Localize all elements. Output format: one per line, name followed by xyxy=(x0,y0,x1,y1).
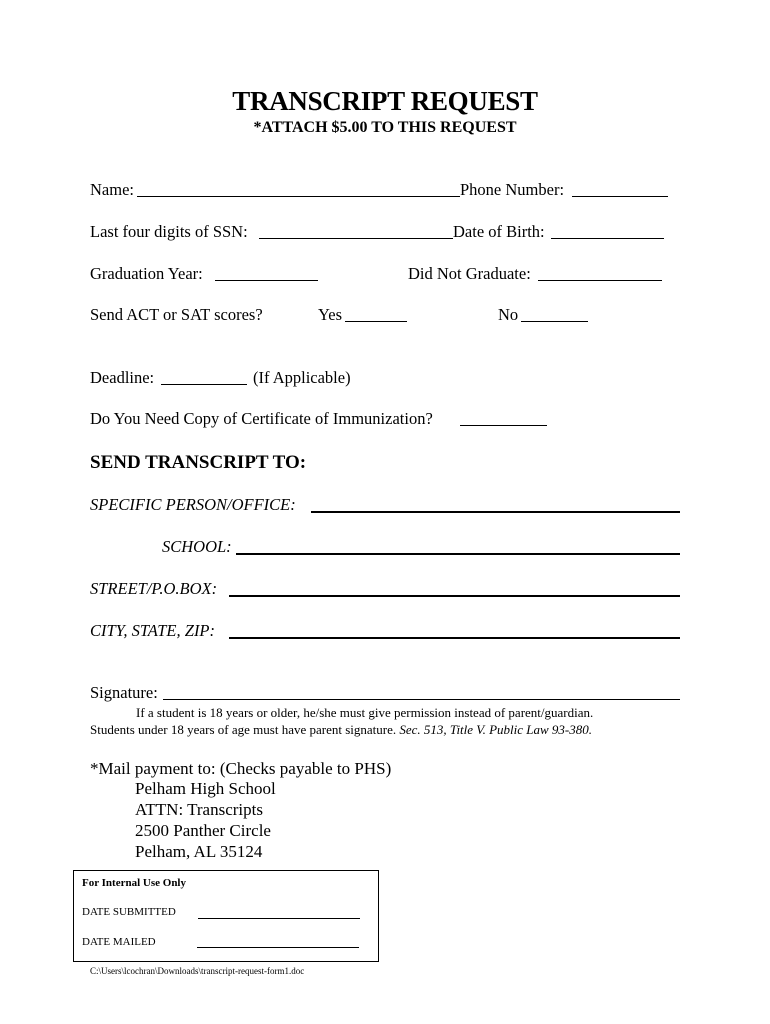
city-state-zip-field[interactable] xyxy=(229,637,680,639)
scores-yes-field[interactable] xyxy=(345,321,407,322)
ssn-label: Last four digits of SSN: xyxy=(90,222,248,241)
name-label: Name: xyxy=(90,180,134,199)
signature-field[interactable] xyxy=(163,699,680,700)
graduation-year-field[interactable] xyxy=(215,280,318,281)
scores-no-field[interactable] xyxy=(521,321,588,322)
scores-no-label: No xyxy=(498,305,519,324)
internal-use-heading: For Internal Use Only xyxy=(82,877,186,889)
street-label: STREET/P.O.BOX: xyxy=(90,579,218,598)
deadline-field[interactable] xyxy=(161,384,247,385)
page-title: TRANSCRIPT REQUEST xyxy=(232,86,538,116)
school-field[interactable] xyxy=(236,553,680,555)
did-not-graduate-field[interactable] xyxy=(538,280,662,281)
date-mailed-label: DATE MAILED xyxy=(82,936,156,948)
signature-note-line2 xyxy=(90,721,592,738)
scores-yes-label: Yes xyxy=(318,305,343,324)
phone-field[interactable] xyxy=(572,196,668,197)
phone-label: Phone Number: xyxy=(460,180,565,199)
dob-label: Date of Birth: xyxy=(453,222,545,241)
date-submitted-label: DATE SUBMITTED xyxy=(82,906,176,918)
file-path-footer: C:\Users\lcochran\Downloads\transcript-request-form1.doc xyxy=(90,966,305,976)
signature-note-citation: Sec. 513, Title V. Public Law 93-380. xyxy=(399,722,592,737)
deadline-label: Deadline: xyxy=(90,368,155,387)
did-not-graduate-label: Did Not Graduate: xyxy=(408,264,531,283)
date-submitted-field[interactable] xyxy=(198,918,360,919)
immunization-field[interactable] xyxy=(460,425,547,426)
street-field[interactable] xyxy=(229,595,680,597)
mail-payment-line4: 2500 Panther Circle xyxy=(135,821,271,840)
signature-note-line1: If a student is 18 years or older, he/she must give permission instead of parent/guardian. xyxy=(136,705,594,720)
signature-label: Signature: xyxy=(90,683,158,702)
person-office-field[interactable] xyxy=(311,511,680,513)
immunization-label: Do You Need Copy of Certificate of Immunization? xyxy=(90,409,433,428)
mail-payment-line5: Pelham, AL 35124 xyxy=(135,842,263,861)
dob-field[interactable] xyxy=(551,238,664,239)
name-field[interactable] xyxy=(137,196,460,197)
graduation-year-label: Graduation Year: xyxy=(90,264,203,283)
ssn-field[interactable] xyxy=(259,238,453,239)
mail-payment-line2: Pelham High School xyxy=(135,779,276,798)
if-applicable-label: (If Applicable) xyxy=(253,368,351,387)
signature-note-text: Students under 18 years of age must have parent signature. xyxy=(90,722,397,737)
date-mailed-field[interactable] xyxy=(197,947,359,948)
mail-payment-line1: *Mail payment to: (Checks payable to PHS) xyxy=(90,759,392,778)
school-label: SCHOOL: xyxy=(162,537,232,556)
person-office-label: SPECIFIC PERSON/OFFICE: xyxy=(90,495,296,514)
page-subtitle: *ATTACH $5.00 TO THIS REQUEST xyxy=(253,119,517,136)
mail-payment-line3: ATTN: Transcripts xyxy=(135,800,263,819)
scores-question-label: Send ACT or SAT scores? xyxy=(90,305,263,324)
send-transcript-heading: SEND TRANSCRIPT TO: xyxy=(90,452,307,473)
city-state-zip-label: CITY, STATE, ZIP: xyxy=(90,621,216,640)
